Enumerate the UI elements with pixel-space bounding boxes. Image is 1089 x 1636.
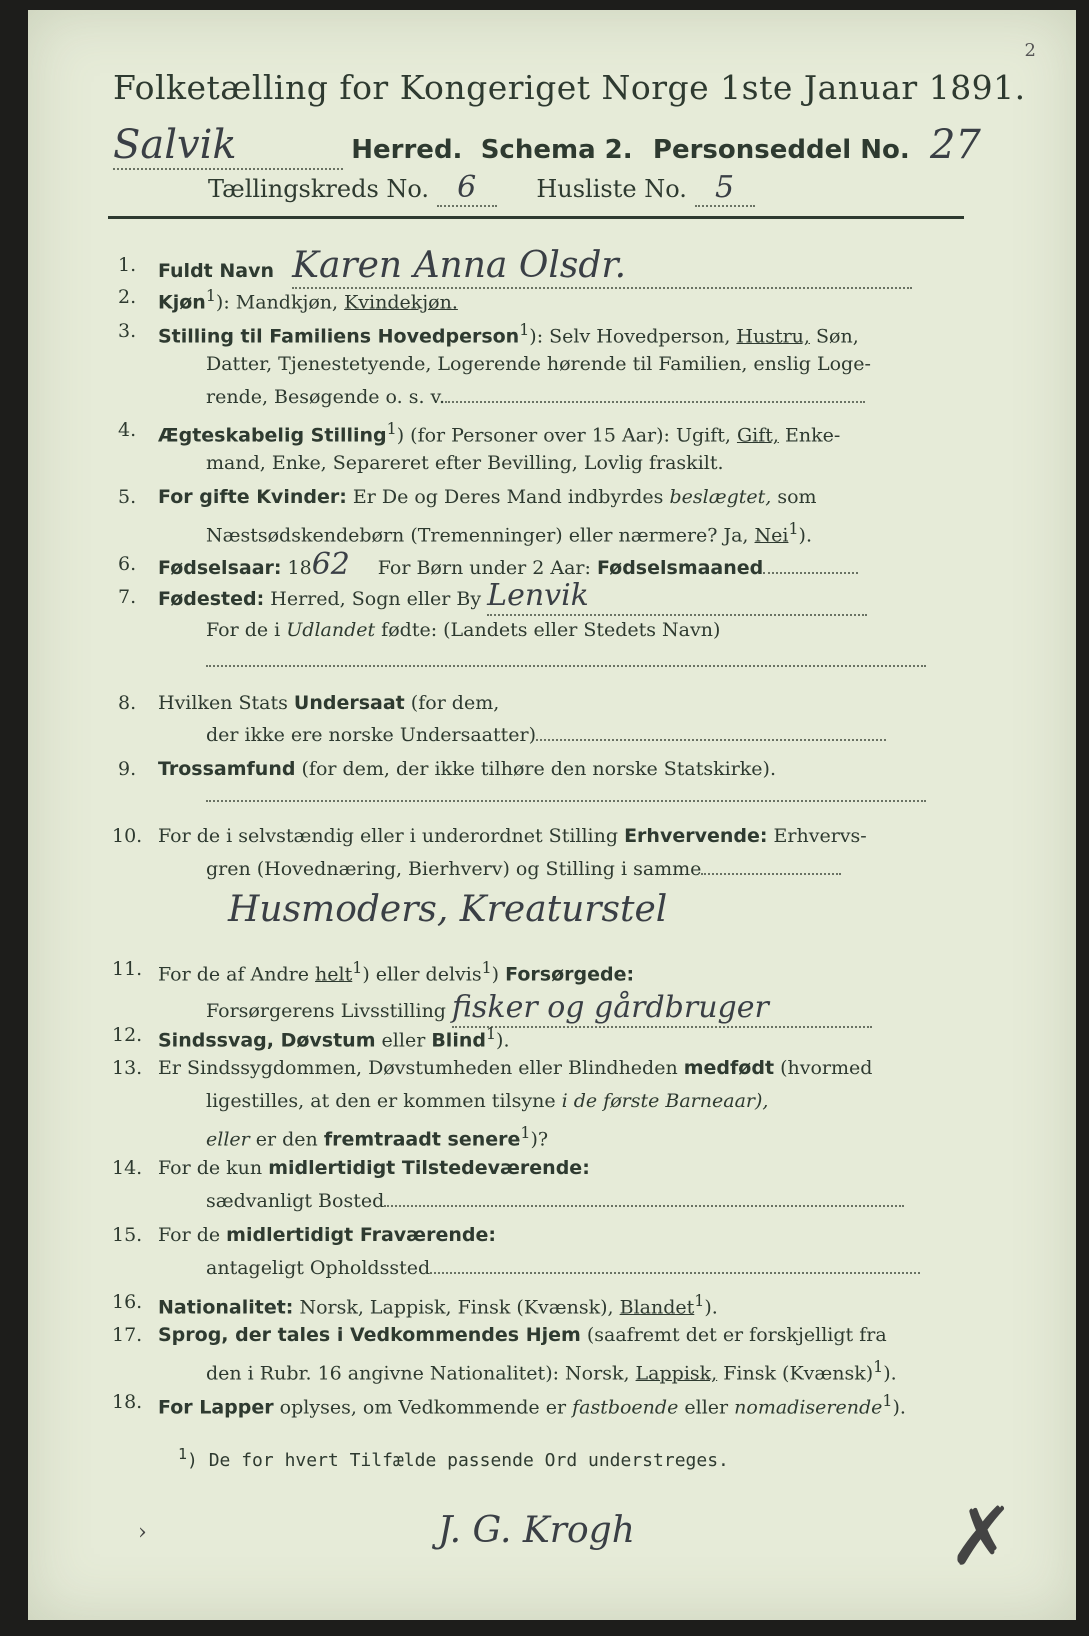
- q1-label: Fuldt Navn: [158, 260, 275, 282]
- q8-line2: der ikke ere norske Undersaatter): [206, 724, 886, 747]
- personseddel-label: Personseddel No.: [652, 135, 910, 165]
- form-title: Folketælling for Kongeriget Norge 1ste Januar 1891.: [113, 68, 1026, 107]
- header-row: [113, 122, 981, 170]
- taelling-no: 6: [437, 170, 497, 207]
- q12-number: 12.: [112, 1024, 143, 1046]
- q3-number: 3.: [118, 320, 137, 342]
- husliste-no: 5: [695, 170, 755, 207]
- q3-line2: Datter, Tjenestetyende, Logerende hørende til Familien, enslig Loge-: [206, 353, 871, 375]
- herred-label: Herred.: [351, 135, 463, 165]
- q2-line: Kjøn$^1$): Mandkjøn, Kvindekjøn.: [158, 286, 458, 314]
- x-mark-icon: ✗: [948, 1490, 1016, 1583]
- husliste-label: Husliste No.: [536, 175, 687, 203]
- q8-line: Hvilken Stats Undersaat (for dem,: [158, 692, 500, 714]
- q15-line: For de midlertidigt Fraværende:: [158, 1224, 496, 1246]
- q14-line: For de kun midlertidigt Tilstedeværende:: [158, 1157, 590, 1179]
- birth-year-value: 62: [311, 547, 350, 582]
- q13-line2: ligestilles, at den er kommen tilsyne i de første Barneaar),: [206, 1090, 769, 1112]
- q6-line: Fødselsaar: 1862 For Børn under 2 Aar: Fødselsmaaned: [158, 547, 858, 583]
- q3-line3: rende, Besøgende o. s. v.: [206, 386, 865, 409]
- q9-number: 9.: [118, 758, 137, 780]
- q4-line: Ægteskabelig Stilling$^1$) (for Personer over 15 Aar): Ugift, Gift, Enke-: [158, 419, 841, 447]
- q14-line2: sædvanligt Bosted: [206, 1190, 904, 1213]
- q3-line: Stilling til Familiens Hovedperson$^1$): Selv Hovedperson, Hustru, Søn,: [158, 320, 859, 348]
- schema-label: Schema 2.: [480, 135, 633, 165]
- census-form: [28, 10, 1076, 1620]
- taelling-label: Tællingskreds No.: [208, 175, 430, 203]
- personseddel-no: 27: [929, 122, 981, 168]
- q11-line: For de af Andre helt$^1$) eller delvis$^1$) Forsørgede:: [158, 958, 635, 986]
- q13-number: 13.: [112, 1057, 143, 1079]
- q8-number: 8.: [118, 692, 137, 714]
- q18-line: For Lapper oplyses, om Vedkommende er fastboende eller nomadiserende$^1$).: [158, 1391, 906, 1419]
- q10-number: 10.: [112, 825, 143, 847]
- q7-line: Fødested: Herred, Sogn eller By Lenvik: [158, 578, 867, 616]
- q5-line: For gifte Kvinder: Er De og Deres Mand indbyrdes beslægtet, som: [158, 486, 817, 508]
- q5-line2: Næstsødskendebørn (Tremenninger) eller nærmere? Ja, Nei$^1$).: [206, 519, 812, 547]
- tick-mark-icon: ›: [138, 1520, 147, 1545]
- q17-number: 17.: [112, 1324, 143, 1346]
- q1-number: 1.: [118, 254, 137, 276]
- q7-line2: For de i Udlandet fødte: (Landets eller Stedets Navn): [206, 619, 721, 641]
- q5-number: 5.: [118, 486, 137, 508]
- q17-line: Sprog, der tales i Vedkommendes Hjem (saafremt det er forskjelligt fra: [158, 1324, 887, 1346]
- q15-number: 15.: [112, 1224, 143, 1246]
- q1-value: Karen Anna Olsdr.: [292, 244, 912, 289]
- q7-blank: [206, 653, 926, 667]
- header-rule: [108, 216, 964, 219]
- q6-number: 6.: [118, 553, 137, 575]
- q10-line2: gren (Hovednæring, Bierhverv) og Stilling i samme: [206, 858, 841, 881]
- q16-number: 16.: [112, 1291, 143, 1313]
- corner-mark: 2: [1024, 40, 1036, 61]
- herred-name: Salvik: [113, 122, 343, 170]
- q13-line3: eller er den fremtraadt senere$^1$)?: [206, 1123, 549, 1151]
- q12-line: Sindssvag, Døvstum eller Blind$^1$).: [158, 1024, 510, 1052]
- q4-line2: mand, Enke, Separeret efter Bevilling, Lovlig fraskilt.: [206, 452, 724, 474]
- q9-blank: [206, 788, 926, 802]
- birthplace-value: Lenvik: [487, 578, 867, 616]
- q14-number: 14.: [112, 1157, 143, 1179]
- q15-line2: antageligt Opholdssted: [206, 1257, 920, 1280]
- q16-line: Nationalitet: Norsk, Lappisk, Finsk (Kvænsk), Blandet$^1$).: [158, 1291, 718, 1319]
- signature: J. G. Krogh: [438, 1510, 635, 1551]
- q11-number: 11.: [112, 958, 143, 980]
- q1-line: [158, 244, 928, 289]
- q9-line: Trossamfund (for dem, der ikke tilhøre den norske Statskirke).: [158, 758, 776, 780]
- q11-line2: Forsørgerens Livsstilling fisker og gårdbruger: [206, 990, 872, 1028]
- kreds-row: [208, 170, 755, 207]
- q4-number: 4.: [118, 419, 137, 441]
- provider-occupation-value: fisker og gårdbruger: [452, 990, 872, 1028]
- q13-line: Er Sindssygdommen, Døvstumheden eller Blindheden medfødt (hvormed: [158, 1057, 873, 1079]
- q2-number: 2.: [118, 286, 137, 308]
- q7-number: 7.: [118, 586, 137, 608]
- footnote: $^1$) De for hvert Tilfælde passende Ord understreges.: [178, 1445, 729, 1471]
- q17-line2: den i Rubr. 16 angivne Nationalitet): Norsk, Lappisk, Finsk (Kvænsk)$^1$).: [206, 1357, 897, 1385]
- occupation-value: Husmoders, Kreaturstel: [228, 889, 668, 930]
- q18-number: 18.: [112, 1391, 143, 1413]
- q10-line: For de i selvstændig eller i underordnet Stilling Erhvervende: Erhvervs-: [158, 825, 867, 847]
